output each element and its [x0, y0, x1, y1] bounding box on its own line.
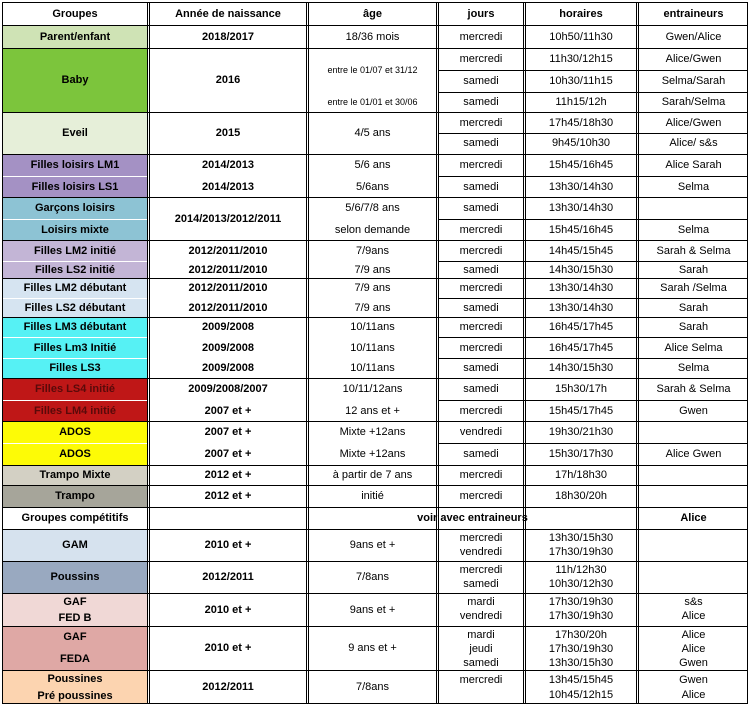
coach-cell: Alice: [681, 642, 706, 655]
age-cell: 9ans et +: [349, 603, 396, 616]
schedule-time-cell: 17h45/18h30: [548, 116, 614, 129]
birth-year-cell: 2009/2008: [202, 341, 254, 354]
schedule-time-cell: 11h30/12h15: [549, 53, 613, 65]
birth-year-cell: 2009/2008: [202, 321, 254, 333]
age-cell: 5/6ans: [355, 180, 390, 193]
age-cell: 7/8ans: [355, 571, 390, 583]
schedule-time-cell: 17h30/19h30: [548, 595, 614, 608]
age-cell: 4/5 ans: [354, 127, 391, 139]
schedule-time-cell: 15h45/16h45: [548, 159, 614, 171]
group-label: Filles LS4 initié: [34, 383, 116, 395]
coach-cell: Alice Gwen: [665, 448, 722, 460]
age-cell: 7/9 ans: [354, 301, 391, 314]
day-cell: vendredi: [459, 609, 503, 622]
birth-year-cell: 2015: [215, 127, 241, 139]
group-label: Eveil: [62, 127, 88, 139]
age-cell: 10/11ans: [350, 362, 395, 374]
day-cell: mercredi: [459, 563, 503, 576]
schedule-time-cell: 10h30/11h15: [549, 74, 613, 87]
day-cell: mercredi: [459, 469, 503, 481]
age-cell: 12 ans et +: [345, 404, 400, 417]
schedule-time-cell: 13h30/14h30: [548, 282, 614, 294]
age-cell: 5/6/7/8 ans: [345, 202, 400, 214]
birth-year-cell: 2009/2008/2007: [188, 383, 268, 395]
age-cell: 10/11/12ans: [342, 383, 403, 395]
age-cell: 9ans et +: [349, 539, 396, 551]
group-label: Parent/enfant: [39, 30, 111, 43]
group-label: Groupes compétitifs: [21, 512, 129, 524]
coach-cell: Selma/Sarah: [661, 74, 726, 87]
group-label: Filles LM3 débutant: [23, 321, 127, 333]
day-cell: mercredi: [459, 673, 503, 686]
schedule-time-cell: 14h45/15h45: [548, 244, 614, 257]
birth-year-cell: 2010 et +: [204, 539, 252, 551]
age-cell: 10/11ans: [350, 321, 395, 333]
birth-year-cell: 2007 et +: [204, 426, 252, 438]
group-label: Pré poussines: [37, 689, 113, 702]
day-cell: mercredi: [459, 223, 503, 236]
day-cell: samedi: [463, 202, 499, 214]
age-cell: 5/6 ans: [354, 159, 391, 171]
column-divider: [636, 2, 637, 704]
column-divider: [147, 2, 148, 704]
age-cell: entre le 01/07 et 31/12: [327, 65, 418, 75]
age-cell: 10/11ans: [350, 341, 395, 354]
day-cell: samedi: [463, 137, 499, 149]
day-cell: mercredi: [459, 404, 503, 417]
day-cell: samedi: [463, 95, 499, 108]
coach-cell: Selma: [677, 362, 710, 374]
schedule-time-cell: 19h30/21h30: [548, 426, 614, 438]
coach-cell: Alice: [681, 688, 706, 701]
group-label: ADOS: [59, 448, 91, 460]
group-label: Trampo Mixte: [39, 469, 111, 481]
day-cell: samedi: [463, 383, 499, 395]
schedule-time-cell: 9h45/10h30: [551, 137, 611, 149]
schedule-time-cell: 10h50/11h30: [549, 30, 613, 43]
day-cell: mercredi: [459, 53, 503, 65]
birth-year-cell: 2012 et +: [204, 490, 252, 502]
group-label: Poussins: [50, 571, 100, 583]
group-label: GAF: [63, 595, 87, 608]
coach-cell: Alice: [681, 609, 706, 622]
birth-year-cell: 2007 et +: [204, 404, 252, 417]
coach-cell: Sarah: [678, 301, 709, 314]
column-divider: [523, 2, 524, 704]
coach-cell: Selma: [677, 223, 710, 236]
day-cell: samedi: [463, 180, 499, 193]
coach-cell: Alice/Gwen: [665, 116, 722, 129]
birth-year-cell: 2012/2011/2010: [188, 244, 268, 257]
coach-cell: Gwen/Alice: [665, 30, 722, 43]
group-label: Trampo: [55, 490, 95, 502]
header-annee: Année de naissance: [175, 7, 281, 20]
schedule-time-cell: 18h30/20h: [555, 490, 607, 502]
group-label: Filles LS2 débutant: [24, 301, 126, 314]
schedule-time-cell: 13h30/14h30: [548, 180, 614, 193]
group-label: FEDA: [60, 652, 90, 665]
day-cell: samedi: [463, 301, 499, 314]
schedule-time-cell: 11h15/12h: [555, 95, 607, 108]
birth-year-cell: 2010 et +: [204, 603, 252, 616]
day-cell: mercredi: [459, 282, 503, 294]
day-cell: samedi: [463, 577, 499, 590]
day-cell: mercredi: [459, 341, 503, 354]
day-cell: mercredi: [459, 116, 503, 129]
column-divider: [436, 2, 437, 704]
header-entraineurs: entraineurs: [663, 7, 724, 20]
schedule-time-cell: 10h30/12h30: [548, 577, 614, 590]
birth-year-cell: 2014/2013: [202, 180, 254, 193]
day-cell: samedi: [463, 263, 499, 276]
schedule-time-cell: 11h/12h30: [555, 563, 607, 576]
age-cell: 18/36 mois: [345, 30, 400, 43]
header-age: âge: [363, 7, 382, 20]
group-label: Filles LM2 initié: [34, 244, 116, 257]
coach-cell: Sarah /Selma: [660, 282, 727, 294]
age-cell: 7/9 ans: [354, 282, 391, 294]
age-cell: entre le 01/01 et 30/06: [327, 96, 418, 107]
column-divider: [306, 2, 307, 704]
group-label: FED B: [58, 611, 92, 624]
birth-year-cell: 2012/2011/2010: [188, 301, 268, 314]
day-cell: samedi: [463, 362, 499, 374]
schedule-table: [2, 2, 748, 704]
schedule-time-cell: 17h30/20h: [555, 628, 607, 641]
schedule-time-cell: 16h45/17h45: [548, 321, 614, 333]
coach-cell: Sarah & Selma: [656, 244, 731, 257]
day-cell: samedi: [463, 656, 499, 669]
coach-cell: Gwen: [679, 656, 708, 669]
schedule-time-cell: 17h/18h30: [555, 469, 607, 481]
day-cell: mercredi: [459, 531, 503, 544]
birth-year-cell: 2010 et +: [204, 642, 252, 654]
birth-year-cell: 2016: [215, 74, 241, 86]
day-cell: mercredi: [459, 244, 503, 257]
group-label: GAM: [62, 539, 88, 551]
schedule-time-cell: 17h30/19h30: [548, 642, 614, 655]
birth-year-cell: 2012/2011: [202, 681, 254, 693]
group-label: Filles LM4 initié: [34, 404, 116, 417]
coach-cell: Selma: [677, 180, 710, 193]
schedule-time-cell: 17h30/19h30: [548, 545, 614, 558]
group-label: Filles LM2 débutant: [23, 282, 127, 294]
age-cell: Mixte +12ans: [339, 426, 406, 438]
birth-year-cell: 2018/2017: [202, 30, 254, 43]
coach-cell: Sarah/Selma: [661, 95, 726, 108]
coach-cell: Alice: [681, 628, 706, 641]
coach-cell: Gwen: [679, 673, 708, 686]
coach-cell: Sarah: [678, 321, 709, 333]
day-cell: mardi: [467, 628, 495, 641]
coach-cell: Alice/ s&s: [669, 137, 718, 149]
schedule-time-cell: 13h30/15h30: [548, 656, 614, 669]
day-cell: samedi: [463, 448, 499, 460]
group-label: ADOS: [59, 426, 91, 438]
group-label: Filles LS3: [49, 362, 101, 374]
schedule-time-cell: 14h30/15h30: [548, 362, 614, 374]
age-cell: selon demande: [334, 223, 411, 236]
age-cell: à partir de 7 ans: [332, 469, 413, 481]
header-horaires: horaires: [559, 7, 603, 20]
birth-year-cell: 2012/2011/2010: [188, 282, 268, 294]
age-cell: 9 ans et +: [348, 642, 397, 654]
group-label: GAF: [63, 631, 87, 643]
header-groupes: Groupes: [52, 7, 98, 20]
schedule-time-cell: 13h45/15h45: [548, 673, 614, 686]
schedule-time-cell: 17h30/19h30: [548, 609, 614, 622]
schedule-time-cell: 15h45/17h45: [548, 404, 614, 417]
day-cell: jeudi: [469, 642, 493, 655]
day-cell: mercredi: [459, 321, 503, 333]
birth-year-cell: 2014/2013/2012/2011: [174, 212, 282, 225]
schedule-time-cell: 15h30/17h30: [548, 448, 614, 460]
schedule-time-cell: 10h45/12h15: [548, 688, 614, 701]
day-cell: mercredi: [459, 30, 503, 43]
schedule-time-cell: 13h30/15h30: [548, 531, 614, 544]
age-cell: 7/9 ans: [354, 263, 391, 276]
schedule-time-cell: 14h30/15h30: [548, 263, 614, 276]
coach-cell: Alice Selma: [664, 341, 723, 354]
birth-year-cell: 2012 et +: [204, 469, 252, 481]
age-cell: 7/9ans: [355, 244, 390, 257]
group-label: Filles LS2 initié: [34, 263, 116, 276]
birth-year-cell: 2012/2011/2010: [188, 263, 268, 276]
group-label: Filles Lm3 Initié: [33, 341, 117, 354]
age-cell: initié: [361, 490, 384, 502]
group-label: Garçons loisirs: [34, 202, 116, 214]
header-jours: jours: [467, 7, 495, 20]
group-label: Filles loisirs LM1: [30, 159, 120, 171]
schedule-time-cell: 16h45/17h45: [548, 341, 614, 354]
group-label: Filles loisirs LS1: [31, 180, 119, 193]
day-cell: mardi: [467, 595, 495, 608]
schedule-time-cell: 13h30/14h30: [548, 301, 614, 314]
schedule-time-cell: 15h45/16h45: [548, 223, 614, 236]
group-label: Poussines: [47, 673, 103, 685]
coach-cell: Sarah & Selma: [656, 383, 731, 395]
birth-year-cell: 2009/2008: [202, 362, 254, 374]
birth-year-cell: 2012/2011: [202, 571, 254, 583]
coach-cell: Gwen: [679, 404, 708, 417]
group-label: Loisirs mixte: [41, 223, 109, 236]
day-cell: vendredi: [459, 426, 503, 438]
age-cell: voir avec entraineurs: [417, 512, 528, 524]
day-cell: mercredi: [459, 159, 503, 171]
day-cell: vendredi: [459, 545, 503, 558]
birth-year-cell: 2014/2013: [202, 159, 254, 171]
coach-cell: Alice: [680, 512, 707, 524]
coach-cell: s&s: [684, 595, 703, 608]
schedule-time-cell: 15h30/17h: [555, 383, 607, 395]
age-cell: 7/8ans: [355, 681, 390, 693]
coach-cell: Alice Sarah: [665, 159, 722, 171]
day-cell: samedi: [463, 74, 499, 87]
age-cell: Mixte +12ans: [339, 448, 406, 460]
group-label: Baby: [61, 74, 89, 86]
schedule-time-cell: 13h30/14h30: [548, 202, 614, 214]
day-cell: mercredi: [459, 490, 503, 502]
coach-cell: Alice/Gwen: [665, 53, 722, 65]
birth-year-cell: 2007 et +: [204, 448, 252, 460]
coach-cell: Sarah: [678, 263, 709, 276]
